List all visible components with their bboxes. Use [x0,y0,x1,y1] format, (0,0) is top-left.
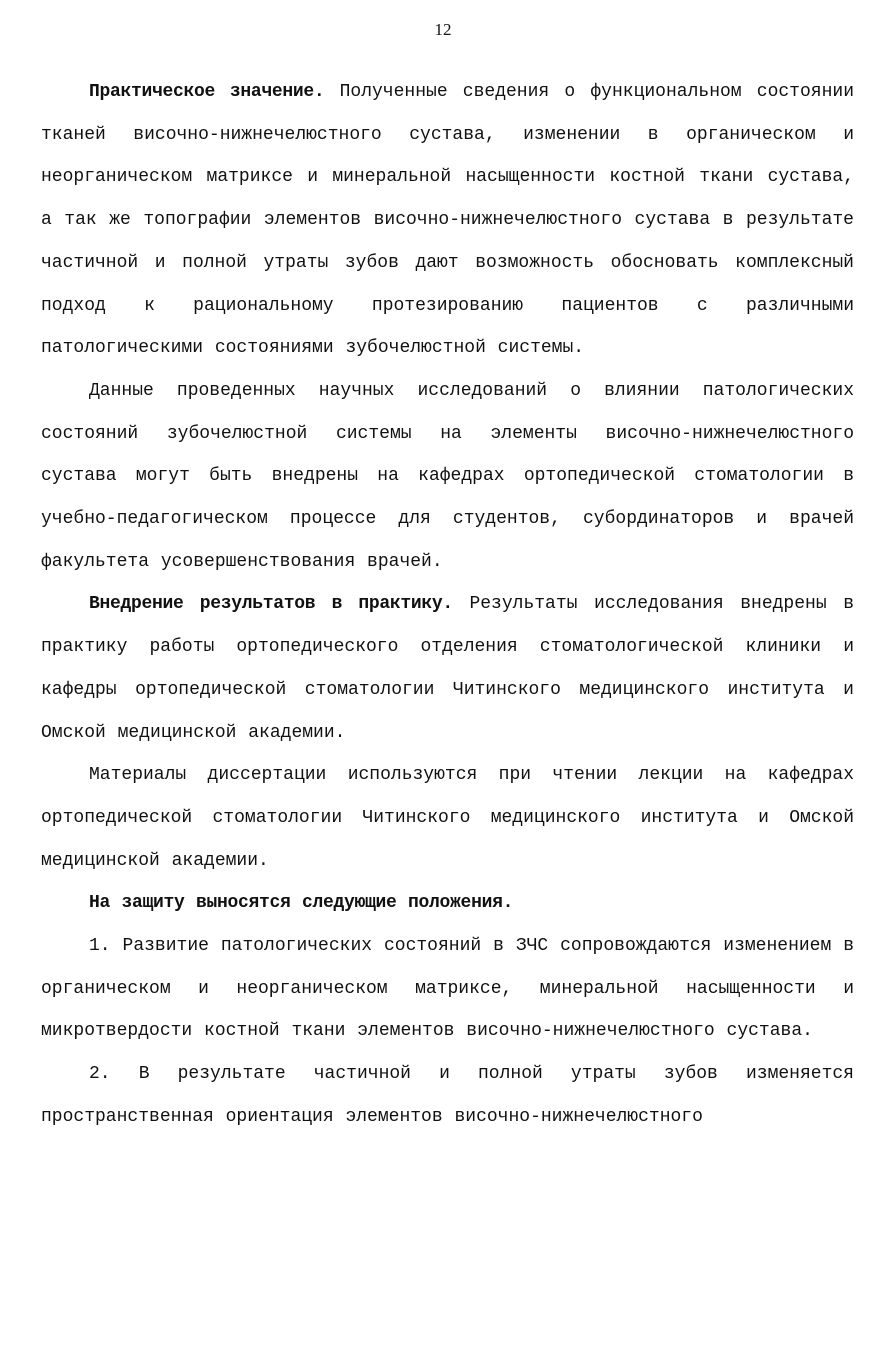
heading-practical-significance: Практическое значение. [89,82,325,102]
heading-implementation: Внедрение результатов в практику. [89,594,453,615]
list-item-2 [41,1053,854,1138]
document-body [41,71,854,1139]
paragraph-materials [41,754,854,882]
page-number: 12 [434,20,452,39]
paragraph-text: Полученные сведения о функциональном состоянии тканей височно-нижнечелюстного сустава, изменении в органическом и неорганическом матриксе и минеральной насыщенности костной ткани сустава, а так же топографии элементов височно-нижнечелюстного сустава в результате частичной и полной утраты зубов дают возможность обосновать комплексный подход к рациональному протезированию пациентов с различными патологическими состояниями зубочелюстной системы. [41,82,854,359]
paragraph-text: Результаты исследования внедрены в практику работы ортопедического отделения стоматологической клиники и кафедры ортопедической стоматологии Читинского медицинского института и Омской медицинской академии. [41,594,855,743]
list-item-1 [41,925,854,1053]
paragraph-text: 2. В результате частичной и полной утраты зубов изменяется пространственная ориентация элементов височно-нижнечелюстного [41,1064,854,1127]
heading-defense-positions: На защиту выносятся следующие положения. [89,893,514,914]
paragraph-defense-heading [41,882,854,925]
paragraph-practical-significance [41,71,854,370]
paragraph-implementation [41,583,854,754]
paragraph-research-data [41,370,854,584]
paragraph-text: 1. Развитие патологических состояний в ЗЧС сопровождаются изменением в органическом и неорганическом матриксе, минеральной насыщенности и микротвердости костной ткани элементов височно-нижнечелюстного сустава. [41,936,854,1042]
paragraph-text: Данные проведенных научных исследований о влиянии патологических состояний зубочелюстной системы на элементы височно-нижнечелюстного сустава могут быть внедрены на кафедрах ортопедической стоматологии в учебно-педагогическом процессе для студентов, субординаторов и врачей факультета усовершенствования врачей. [41,380,854,572]
paragraph-text: Материалы диссертации используются при чтении лекции на кафедрах ортопедической стоматологии Читинского медицинского института и Омской медицинской академии. [41,765,854,871]
